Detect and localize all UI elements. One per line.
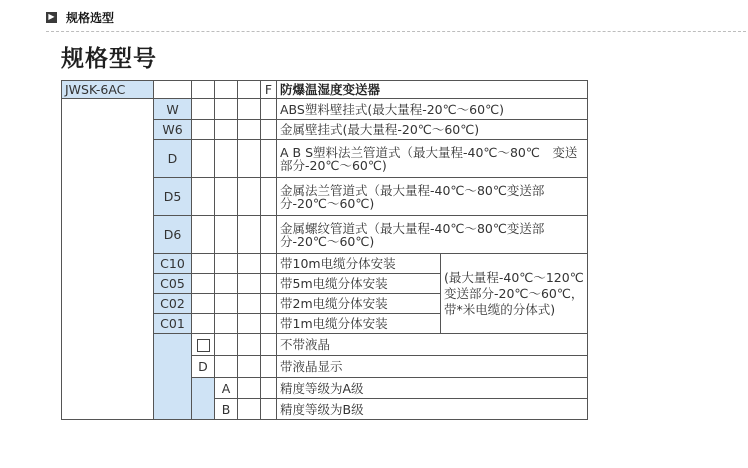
cable-desc-c10: 带10m电缆分体安装: [277, 254, 441, 274]
cable-code-c01: C01: [154, 314, 192, 334]
dashed-divider: [46, 31, 746, 32]
code-f-cell: F: [261, 81, 277, 99]
mount-desc-d5: 金属法兰管道式（最大量程-40℃～80℃变送部分-20℃～60℃): [277, 178, 588, 216]
display-desc-none: 不带液晶: [277, 334, 588, 356]
spec-table: [61, 80, 597, 420]
display-desc-d: 带液晶显示: [277, 356, 588, 378]
model-cell: JWSK-6AC: [62, 81, 154, 99]
empty-box-icon: [197, 339, 210, 352]
accuracy-code-b: B: [215, 399, 238, 420]
cable-code-c10: C10: [154, 254, 192, 274]
mount-desc-w: ABS塑料壁挂式(最大量程-20℃～60℃): [277, 99, 588, 120]
accuracy-desc-a: 精度等级为A级: [277, 378, 588, 399]
mount-code-d: D: [154, 140, 192, 178]
mount-code-w6: W6: [154, 120, 192, 140]
title-desc-cell: 防爆温湿度变送器: [277, 81, 588, 99]
mount-desc-w6: 金属壁挂式(最大量程-20℃～60℃): [277, 120, 588, 140]
mount-desc-d: A B S塑料法兰管道式（最大量程-40℃～80℃ 变送部分-20℃～60℃): [277, 140, 588, 178]
cable-desc-c02: 带2m电缆分体安装: [277, 294, 441, 314]
display-code-d: D: [192, 356, 215, 378]
cable-desc-c01: 带1m电缆分体安装: [277, 314, 441, 334]
accuracy-code-a: A: [215, 378, 238, 399]
cable-note: (最大量程-40℃～120℃ 变送部分-20℃～60℃，带*米电缆的分体式): [441, 254, 588, 334]
mount-desc-d6: 金属螺纹管道式（最大量程-40℃～80℃变送部分-20℃～60℃): [277, 216, 588, 254]
cable-code-c02: C02: [154, 294, 192, 314]
cable-code-c05: C05: [154, 274, 192, 294]
display-code-none: [192, 334, 215, 356]
mount-code-d6: D6: [154, 216, 192, 254]
page-title: 规格型号: [61, 46, 157, 72]
accuracy-desc-b: 精度等级为B级: [277, 399, 588, 420]
mount-code-d5: D5: [154, 178, 192, 216]
section-title: 规格选型: [66, 10, 115, 25]
section-header: [46, 9, 114, 25]
arrow-right-icon: ▶: [46, 12, 57, 23]
mount-code-w: W: [154, 99, 192, 120]
cable-desc-c05: 带5m电缆分体安装: [277, 274, 441, 294]
